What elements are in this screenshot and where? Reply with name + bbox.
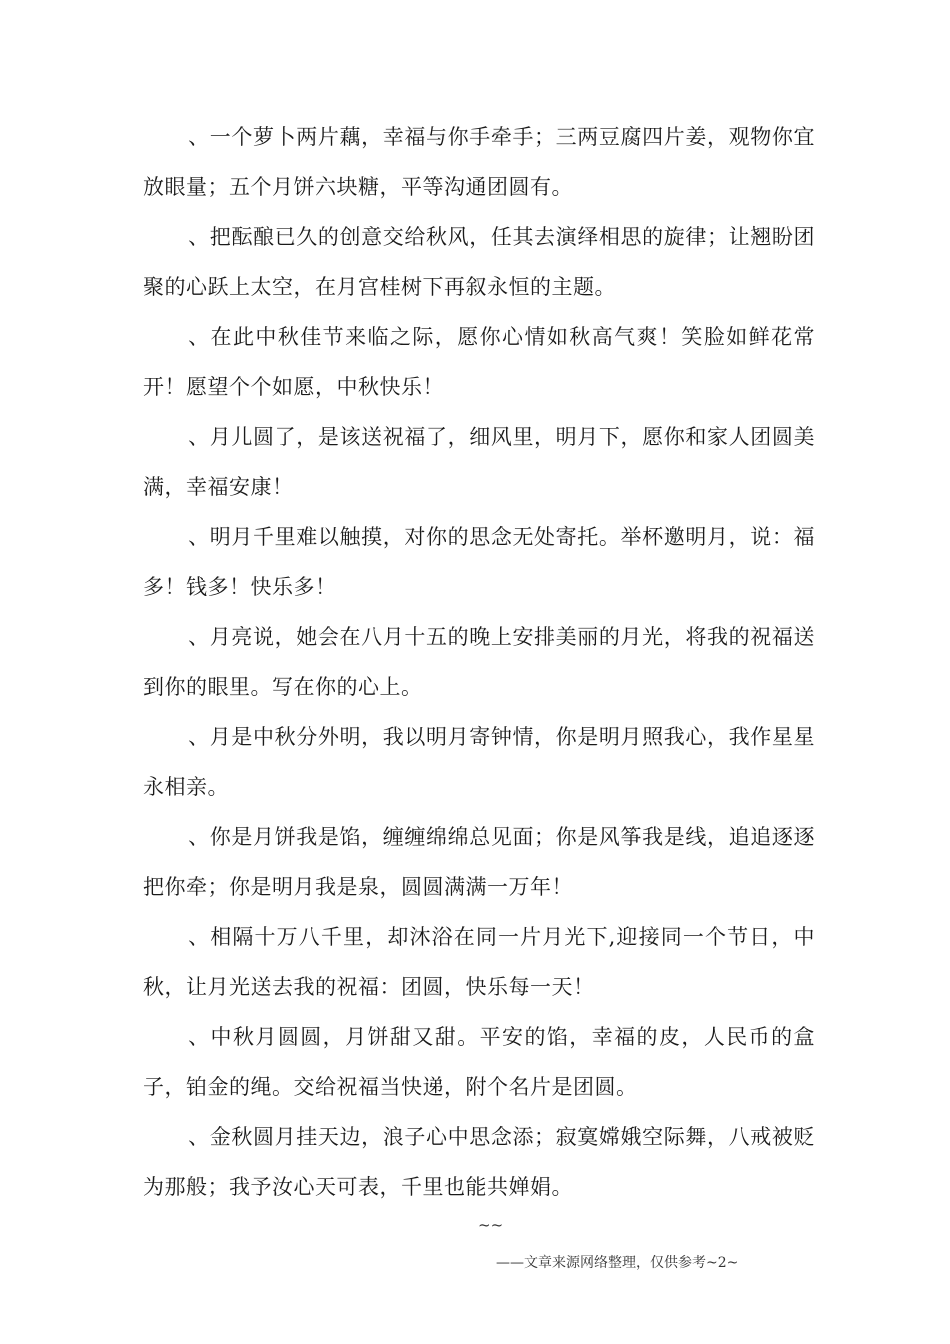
paragraph: 、相隔十万八千里，却沐浴在同一片月光下,迎接同一个节日，中秋，让月光送去我的祝福：团圆，快乐每一天！ — [143, 925, 815, 999]
paragraph: 、在此中秋佳节来临之际，愿你心情如秋高气爽！笑脸如鲜花常开！愿望个个如愿，中秋快乐！ — [143, 325, 815, 399]
paragraph: 、金秋圆月挂天边，浪子心中思念添；寂寞嫦娥空际舞，八戒被贬为那般；我予汝心天可表，千里也能共婵娟。 — [143, 1125, 815, 1199]
paragraph: 、月儿圆了，是该送祝福了，细风里，明月下，愿你和家人团圆美满，幸福安康！ — [143, 425, 815, 499]
paragraph: 、月是中秋分外明，我以明月寄钟情，你是明月照我心，我作星星永相亲。 — [143, 725, 815, 799]
paragraph: 、把酝酿已久的创意交给秋风，任其去演绎相思的旋律；让翘盼团聚的心跃上太空，在月宫桂树下再叙永恒的主题。 — [143, 225, 815, 299]
footer-tilde: ~~ — [478, 1216, 504, 1234]
footer-source-note: ——文章来源网络整理，仅供参考~2~ — [496, 1255, 739, 1271]
paragraph: 、你是月饼我是馅，缠缠绵绵总见面；你是风筝我是线，追追逐逐把你牵；你是明月我是泉，圆圆满满一万年！ — [143, 825, 815, 899]
paragraph: 、中秋月圆圆，月饼甜又甜。平安的馅，幸福的皮，人民币的盒子，铂金的绳。交给祝福当快递，附个名片是团圆。 — [143, 1025, 815, 1099]
paragraph: 、一个萝卜两片藕，幸福与你手牵手；三两豆腐四片姜，观物你宜放眼量；五个月饼六块糖，平等沟通团圆有。 — [143, 125, 815, 199]
paragraph: 、明月千里难以触摸，对你的思念无处寄托。举杯邀明月，说：福多！钱多！快乐多！ — [143, 525, 815, 599]
paragraph: 、月亮说，她会在八月十五的晚上安排美丽的月光，将我的祝福送到你的眼里。写在你的心上。 — [143, 625, 815, 699]
document-body — [143, 112, 815, 1212]
